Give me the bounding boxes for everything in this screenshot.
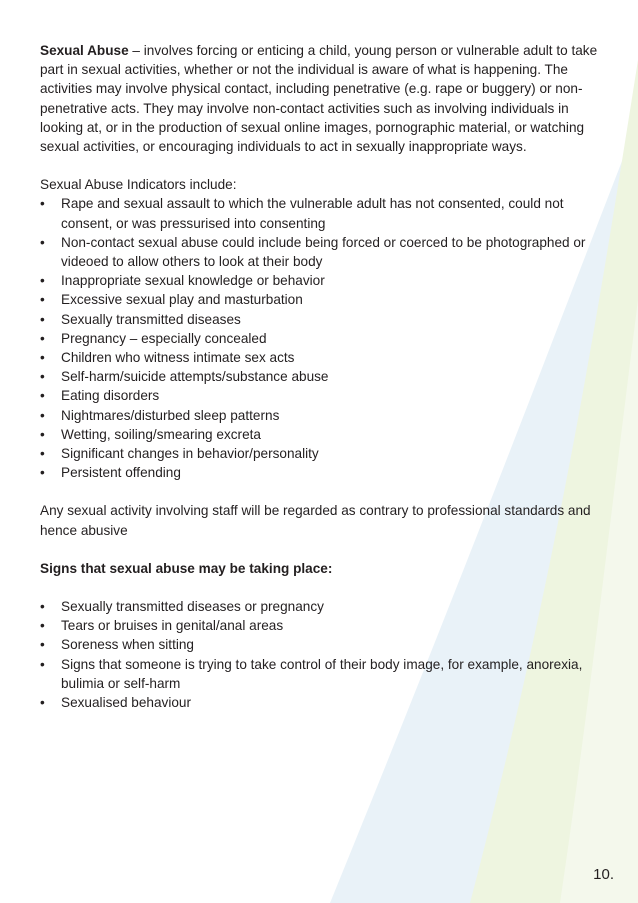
- indicators-list: [40, 194, 600, 482]
- list-item-text: Wetting, soiling/smearing excreta: [61, 426, 261, 442]
- signs-heading: Signs that sexual abuse may be taking place:: [40, 560, 333, 576]
- staff-note: Any sexual activity involving staff will be regarded as contrary to professional standards and hence abusive: [40, 503, 591, 538]
- bullet-icon: •: [40, 388, 45, 404]
- list-item-text: Non-contact sexual abuse could include being forced or coerced to be photographed or videoed to allow others to look at their body: [61, 234, 586, 270]
- bullet-icon: •: [40, 273, 45, 289]
- bullet-icon: •: [40, 599, 45, 615]
- list-item: [40, 348, 600, 367]
- list-item-text: Eating disorders: [61, 388, 160, 404]
- bullet-icon: •: [40, 446, 45, 462]
- list-item: [40, 425, 600, 444]
- indicators-heading: Sexual Abuse Indicators include:: [40, 177, 237, 193]
- page-number: 10.: [593, 866, 614, 883]
- list-item: [40, 635, 600, 654]
- bullet-icon: •: [40, 695, 45, 711]
- list-item-text: Rape and sexual assault to which the vulnerable adult has not consented, could not consent, or was pressurised into consenting: [61, 196, 564, 231]
- list-item-text: Nightmares/disturbed sleep patterns: [61, 407, 280, 423]
- list-item: [40, 406, 600, 425]
- list-item: [40, 271, 600, 290]
- intro-paragraph: [40, 41, 600, 156]
- list-item: [40, 463, 600, 482]
- list-item: [40, 367, 600, 386]
- bullet-icon: •: [40, 311, 45, 327]
- bullet-icon: •: [40, 465, 45, 481]
- bullet-icon: •: [40, 350, 45, 366]
- bullet-icon: •: [40, 407, 45, 423]
- list-item: [40, 329, 600, 348]
- list-item-text: Persistent offending: [61, 465, 181, 481]
- list-item-text: Signs that someone is trying to take control of their body image, for example, anorexia, bulimia or self-harm: [61, 656, 583, 691]
- bullet-icon: •: [40, 637, 45, 653]
- list-item-text: Sexualised behaviour: [61, 695, 191, 711]
- list-item-text: Soreness when sitting: [61, 637, 194, 653]
- bullet-icon: •: [40, 426, 45, 442]
- list-item-text: Tears or bruises in genital/anal areas: [61, 618, 284, 634]
- list-item-text: Excessive sexual play and masturbation: [61, 292, 303, 308]
- list-item: [40, 597, 600, 616]
- bullet-icon: •: [40, 196, 45, 212]
- bullet-icon: •: [40, 330, 45, 346]
- list-item-text: Significant changes in behavior/personality: [61, 446, 319, 462]
- bullet-icon: •: [40, 292, 45, 308]
- list-item: [40, 233, 600, 271]
- list-item-text: Sexually transmitted diseases or pregnancy: [61, 599, 324, 615]
- list-item-text: Pregnancy – especially concealed: [61, 330, 267, 346]
- list-item: [40, 290, 600, 309]
- list-item-text: Inappropriate sexual knowledge or behavior: [61, 273, 325, 289]
- list-item: [40, 616, 600, 635]
- bullet-icon: •: [40, 618, 45, 634]
- document-body: [40, 41, 600, 712]
- intro-term: Sexual Abuse: [40, 43, 129, 58]
- list-item: [40, 444, 600, 463]
- list-item: [40, 655, 600, 693]
- list-item-text: Children who witness intimate sex acts: [61, 350, 295, 366]
- signs-list: [40, 597, 600, 712]
- bullet-icon: •: [40, 234, 45, 250]
- list-item: [40, 386, 600, 405]
- intro-definition: – involves forcing or enticing a child, young person or vulnerable adult to take part in sexual activities, whether or not the individual is aware of what is happening. The activities may involve physical contact, including penetrative (e.g. rape or buggery) or non-penetrative acts. They may involve non-contact activities such as involving individuals in looking at, or in the production of sexual online images, pornographic material, or watching sexual activities, or encouraging individuals to act in sexually inappropriate ways.: [40, 43, 598, 155]
- bullet-icon: •: [40, 656, 45, 672]
- list-item: [40, 310, 600, 329]
- list-item: [40, 194, 600, 232]
- bullet-icon: •: [40, 369, 45, 385]
- list-item: [40, 693, 600, 712]
- list-item-text: Self-harm/suicide attempts/substance abuse: [61, 369, 329, 385]
- list-item-text: Sexually transmitted diseases: [61, 311, 241, 327]
